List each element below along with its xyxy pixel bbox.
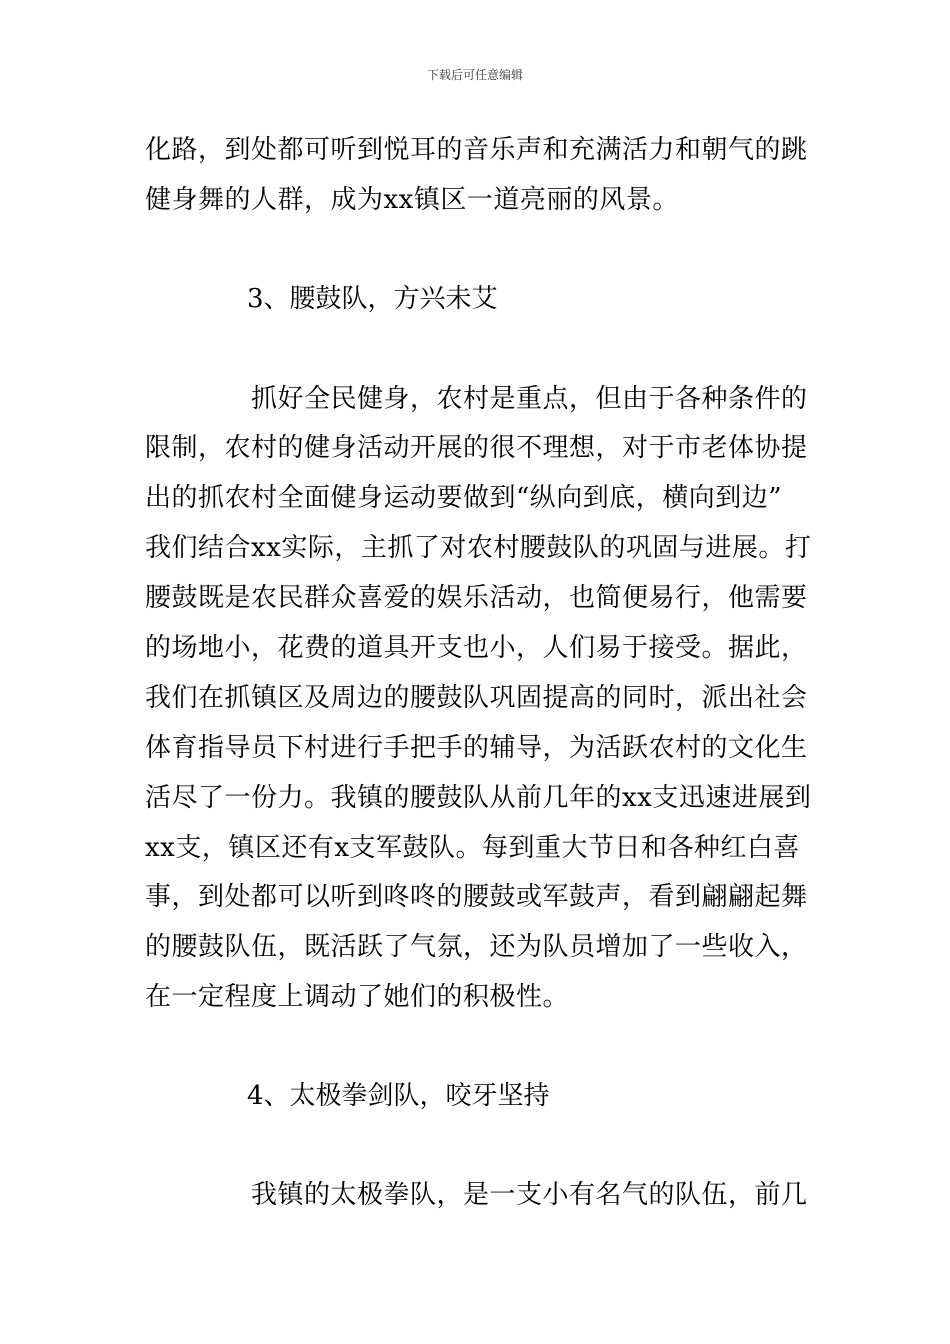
body-line: 健身舞的人群，成为xx镇区一道亮丽的风景。 <box>145 185 679 215</box>
body-line: 出的抓农村全面健身运动要做到“纵向到底，横向到边” <box>145 483 783 513</box>
section-heading-3: 3、腰鼓队，方兴未艾 <box>247 284 498 314</box>
section-heading-4: 4、太极拳剑队，咬牙坚持 <box>247 1081 550 1111</box>
body-line: 的腰鼓队伍，既活跃了气氛，还为队员增加了一些收入， <box>145 932 808 962</box>
body-line: 的场地小，花费的道具开支也小，人们易于接受。据此， <box>145 633 808 663</box>
body-line: 我们在抓镇区及周边的腰鼓队巩固提高的同时，派出社会 <box>145 683 808 713</box>
page-header: 下载后可任意编辑 <box>426 68 523 82</box>
body-line: 限制，农村的健身活动开展的很不理想，对于市老体协提 <box>145 433 808 463</box>
body-line: 我镇的太极拳队，是一支小有名气的队伍，前几 <box>251 1180 808 1210</box>
body-line: 事，到处都可以听到咚咚的腰鼓或军鼓声，看到翩翩起舞 <box>145 882 808 912</box>
body-line: 化路，到处都可听到悦耳的音乐声和充满活力和朝气的跳 <box>145 135 808 165</box>
body-line: 我们结合xx实际，主抓了对农村腰鼓队的巩固与进展。打 <box>145 533 812 563</box>
body-line: 体育指导员下村进行手把手的辅导，为活跃农村的文化生 <box>145 733 808 763</box>
body-line: 腰鼓既是农民群众喜爱的娱乐活动，也简便易行，他需要 <box>145 583 808 613</box>
body-line: 在一定程度上调动了她们的积极性。 <box>145 982 570 1012</box>
body-line: 抓好全民健身，农村是重点，但由于各种条件的 <box>251 384 808 414</box>
body-line: 活尽了一份力。我镇的腰鼓队从前几年的xx支迅速进展到 <box>145 783 812 813</box>
body-line: xx支，镇区还有x支军鼓队。每到重大节日和各种红白喜 <box>145 833 800 863</box>
